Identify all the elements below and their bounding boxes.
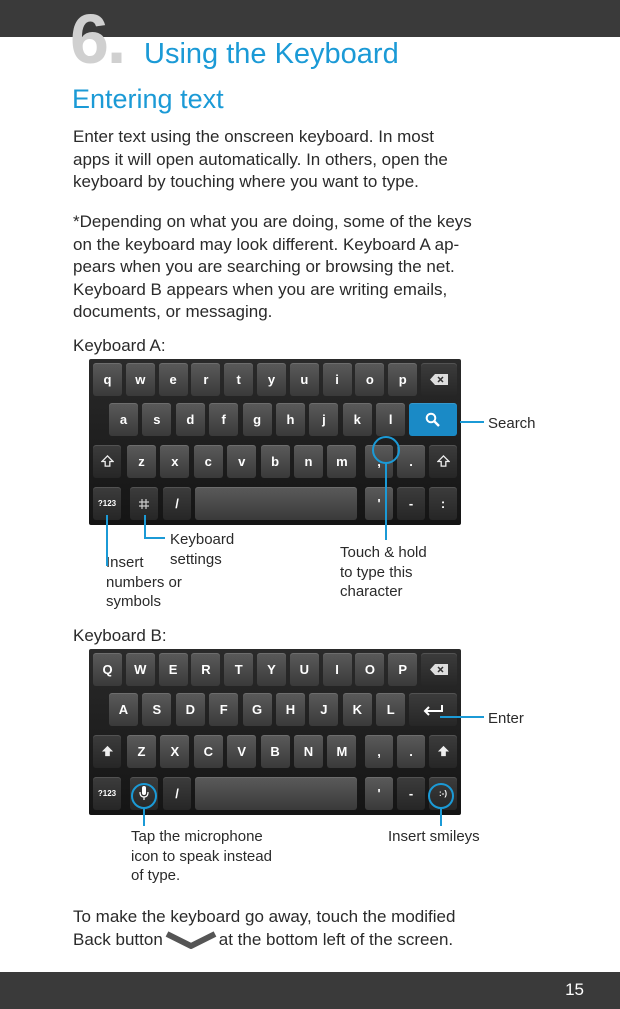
comma-key[interactable] — [365, 735, 393, 768]
key-y[interactable] — [257, 653, 286, 686]
key-label: u — [300, 372, 309, 387]
key-label: k — [353, 412, 361, 427]
key-g[interactable] — [243, 403, 272, 436]
text-line: on the keyboard may look different. Keyboard A ap- — [73, 234, 460, 254]
key-label: C — [203, 744, 213, 759]
key-label: c — [204, 454, 212, 469]
key-label: v — [238, 454, 246, 469]
key-label: U — [299, 662, 309, 677]
symbols-key-label: ?123 — [97, 499, 117, 508]
key-label: o — [365, 372, 374, 387]
footer-line2-start: Back button — [73, 929, 163, 949]
key-label: n — [304, 454, 313, 469]
shift-key-left[interactable] — [93, 445, 121, 478]
key-label: K — [352, 702, 362, 717]
space-bar[interactable] — [195, 777, 357, 810]
key-label: M — [336, 744, 348, 759]
key-k[interactable] — [343, 693, 372, 726]
period-key[interactable] — [397, 735, 425, 768]
key-label: E — [168, 662, 178, 677]
key-label: r — [203, 372, 209, 387]
search-key[interactable] — [409, 403, 457, 436]
shift-key-right[interactable] — [429, 735, 457, 768]
key-t[interactable] — [224, 653, 253, 686]
keyboard-b — [89, 649, 461, 815]
annotation-line: character — [340, 583, 403, 600]
enter-key[interactable] — [409, 693, 457, 726]
annotation-line: settings — [170, 550, 222, 568]
quote-key-label: ' — [377, 496, 381, 511]
shift-icon — [101, 455, 114, 468]
key-label: q — [103, 372, 112, 387]
slash-key[interactable] — [163, 487, 191, 520]
annotation-line: of type. — [131, 867, 181, 884]
key-f[interactable] — [209, 403, 238, 436]
shift-key-left[interactable] — [93, 735, 121, 768]
key-h[interactable] — [276, 693, 305, 726]
key-p[interactable] — [388, 653, 417, 686]
page-number: 15 — [565, 980, 584, 999]
key-label: f — [221, 412, 226, 427]
keyboard-settings-key[interactable] — [130, 487, 158, 520]
key-w[interactable] — [126, 363, 155, 396]
shift-key-right[interactable] — [429, 445, 457, 478]
annotation-line: Touch & hold — [340, 544, 427, 561]
annotation-line: Insert — [106, 554, 144, 571]
key-label: B — [270, 744, 280, 759]
key-label: t — [236, 372, 241, 387]
key-label: g — [253, 412, 262, 427]
key-label: N — [303, 744, 314, 759]
key-label: e — [169, 372, 177, 387]
key-x[interactable] — [160, 445, 189, 478]
key-v[interactable] — [227, 735, 256, 768]
text-line: pears when you are searching or browsing the net. — [73, 257, 455, 276]
quote-key-label: ' — [377, 786, 381, 801]
key-z[interactable] — [127, 445, 156, 478]
key-s[interactable] — [142, 693, 171, 726]
key-i[interactable] — [323, 363, 352, 396]
dash-key[interactable] — [397, 777, 425, 810]
settings-icon — [138, 498, 150, 510]
annotation-line: numbers or — [106, 573, 182, 591]
quote-key[interactable] — [365, 487, 393, 520]
search-annotation: Search — [488, 415, 536, 432]
key-e[interactable] — [159, 363, 188, 396]
key-b[interactable] — [261, 735, 290, 768]
annotation-line: to type this — [340, 563, 413, 581]
period-key-label: . — [409, 454, 413, 469]
period-key-label: . — [409, 744, 413, 759]
comma-key-label: , — [377, 744, 381, 759]
key-label: p — [398, 372, 407, 387]
symbols-key[interactable] — [93, 487, 121, 520]
key-y[interactable] — [257, 363, 286, 396]
dash-key[interactable] — [397, 487, 425, 520]
key-r[interactable] — [191, 363, 220, 396]
keyboard-a — [89, 359, 461, 525]
dash-key-label: - — [408, 786, 414, 801]
comma-key-label: , — [377, 454, 381, 469]
annotation-line: Keyboard — [170, 531, 235, 548]
key-e[interactable] — [159, 653, 188, 686]
key-label: s — [153, 412, 161, 427]
key-l[interactable] — [376, 693, 405, 726]
key-b[interactable] — [261, 445, 290, 478]
slash-key-label: / — [175, 496, 179, 511]
key-label: H — [285, 702, 296, 717]
key-u[interactable] — [290, 653, 319, 686]
shift-icon — [101, 745, 114, 758]
slash-key[interactable] — [163, 777, 191, 810]
key-label: F — [219, 702, 228, 717]
period-key[interactable] — [397, 445, 425, 478]
annotation-line: Tap the microphone — [131, 828, 263, 845]
backspace-icon — [430, 664, 448, 675]
text-line — [73, 929, 573, 952]
microphone-annotation — [131, 827, 272, 886]
key-m[interactable] — [327, 735, 356, 768]
key-k[interactable] — [343, 403, 372, 436]
key-label: W — [134, 662, 147, 677]
key-d[interactable] — [176, 693, 205, 726]
key-label: S — [152, 702, 162, 717]
key-a[interactable] — [109, 403, 138, 436]
key-label: A — [118, 702, 129, 717]
key-label: T — [234, 662, 243, 677]
key-label: l — [388, 412, 393, 427]
key-label: h — [286, 412, 295, 427]
key-j[interactable] — [309, 403, 338, 436]
enter-icon — [422, 704, 444, 716]
key-s[interactable] — [142, 403, 171, 436]
shift-icon — [437, 455, 450, 468]
key-f[interactable] — [209, 693, 238, 726]
key-label: O — [364, 662, 375, 677]
key-d[interactable] — [176, 403, 205, 436]
text-line: documents, or messaging. — [73, 302, 273, 321]
key-label: a — [119, 412, 128, 427]
key-label: G — [252, 702, 263, 717]
key-label: x — [171, 454, 179, 469]
key-label: P — [398, 662, 408, 677]
intro-paragraph — [73, 126, 563, 194]
key-n[interactable] — [294, 445, 323, 478]
slash-key-label: / — [175, 786, 179, 801]
quote-key[interactable] — [365, 777, 393, 810]
annotation-line: icon to speak instead — [131, 847, 272, 865]
chapter-number: 6. — [70, 0, 125, 78]
key-n[interactable] — [294, 735, 323, 768]
key-o[interactable] — [355, 363, 384, 396]
key-label: L — [386, 702, 395, 717]
key-v[interactable] — [227, 445, 256, 478]
note-paragraph — [73, 211, 563, 324]
key-q[interactable] — [93, 653, 122, 686]
key-label: Z — [137, 744, 146, 759]
bottom-bar — [0, 972, 620, 1009]
key-label: w — [135, 372, 146, 387]
key-label: R — [201, 662, 211, 677]
key-u[interactable] — [290, 363, 319, 396]
dash-key-label: - — [408, 496, 414, 511]
key-label: I — [335, 662, 339, 677]
colon-key-label: : — [440, 496, 446, 511]
chapter-title: Using the Keyboard — [144, 38, 399, 70]
key-label: X — [170, 744, 180, 759]
key-label: y — [267, 372, 276, 387]
symbols-key-label: ?123 — [97, 789, 117, 798]
section-title: Entering text — [72, 84, 224, 114]
search-icon — [425, 412, 441, 428]
text-line: *Depending on what you are doing, some of the keys — [73, 212, 472, 231]
touch-hold-annotation — [340, 543, 427, 602]
smiley-key-label: :-) — [439, 789, 447, 798]
footer-line2-end: at the bottom left of the screen. — [218, 929, 454, 949]
key-a[interactable] — [109, 693, 138, 726]
smiley-key[interactable] — [429, 777, 457, 810]
key-x[interactable] — [160, 735, 189, 768]
key-w[interactable] — [126, 653, 155, 686]
text-line: Enter text using the onscreen keyboard. In most — [73, 127, 434, 146]
backspace-icon — [430, 374, 448, 385]
key-o[interactable] — [355, 653, 384, 686]
key-label: Y — [267, 662, 276, 677]
symbols-key[interactable] — [93, 777, 121, 810]
back-chevron-icon — [165, 931, 217, 949]
key-c[interactable] — [194, 445, 223, 478]
key-label: i — [335, 372, 339, 387]
smileys-annotation: Insert smileys — [388, 828, 480, 845]
backspace-key[interactable] — [421, 363, 457, 396]
text-line: Keyboard B appears when you are writing emails, — [73, 279, 448, 299]
key-label: m — [336, 454, 348, 469]
key-label: b — [271, 454, 280, 469]
key-q[interactable] — [93, 363, 122, 396]
key-c[interactable] — [194, 735, 223, 768]
keyboard-b-label: Keyboard B: — [73, 626, 167, 645]
text-line: keyboard by touching where you want to type. — [73, 172, 419, 191]
key-label: D — [185, 702, 195, 717]
backspace-key[interactable] — [421, 653, 457, 686]
key-j[interactable] — [309, 693, 338, 726]
shift-icon — [437, 745, 450, 758]
microphone-icon — [139, 786, 149, 801]
text-line: apps it will open automatically. In others, open the — [73, 149, 448, 169]
colon-key[interactable] — [429, 487, 457, 520]
key-p[interactable] — [388, 363, 417, 396]
key-label: z — [138, 454, 145, 469]
key-label: Q — [102, 662, 113, 677]
key-l[interactable] — [376, 403, 405, 436]
enter-annotation: Enter — [488, 710, 524, 727]
comma-key[interactable] — [365, 445, 393, 478]
key-g[interactable] — [243, 693, 272, 726]
key-r[interactable] — [191, 653, 220, 686]
insert-numbers-annotation — [106, 553, 182, 612]
keyboard-a-label: Keyboard A: — [73, 336, 166, 355]
key-label: d — [186, 412, 195, 427]
microphone-key[interactable] — [130, 777, 158, 810]
key-t[interactable] — [224, 363, 253, 396]
key-z[interactable] — [127, 735, 156, 768]
key-i[interactable] — [323, 653, 352, 686]
key-m[interactable] — [327, 445, 356, 478]
key-h[interactable] — [276, 403, 305, 436]
text-line: To make the keyboard go away, touch the modified — [73, 907, 456, 926]
key-label: J — [320, 702, 328, 717]
space-bar[interactable] — [195, 487, 357, 520]
footer-paragraph — [73, 906, 573, 951]
key-label: j — [322, 412, 326, 427]
key-label: V — [237, 744, 247, 759]
annotation-line: symbols — [106, 593, 162, 610]
